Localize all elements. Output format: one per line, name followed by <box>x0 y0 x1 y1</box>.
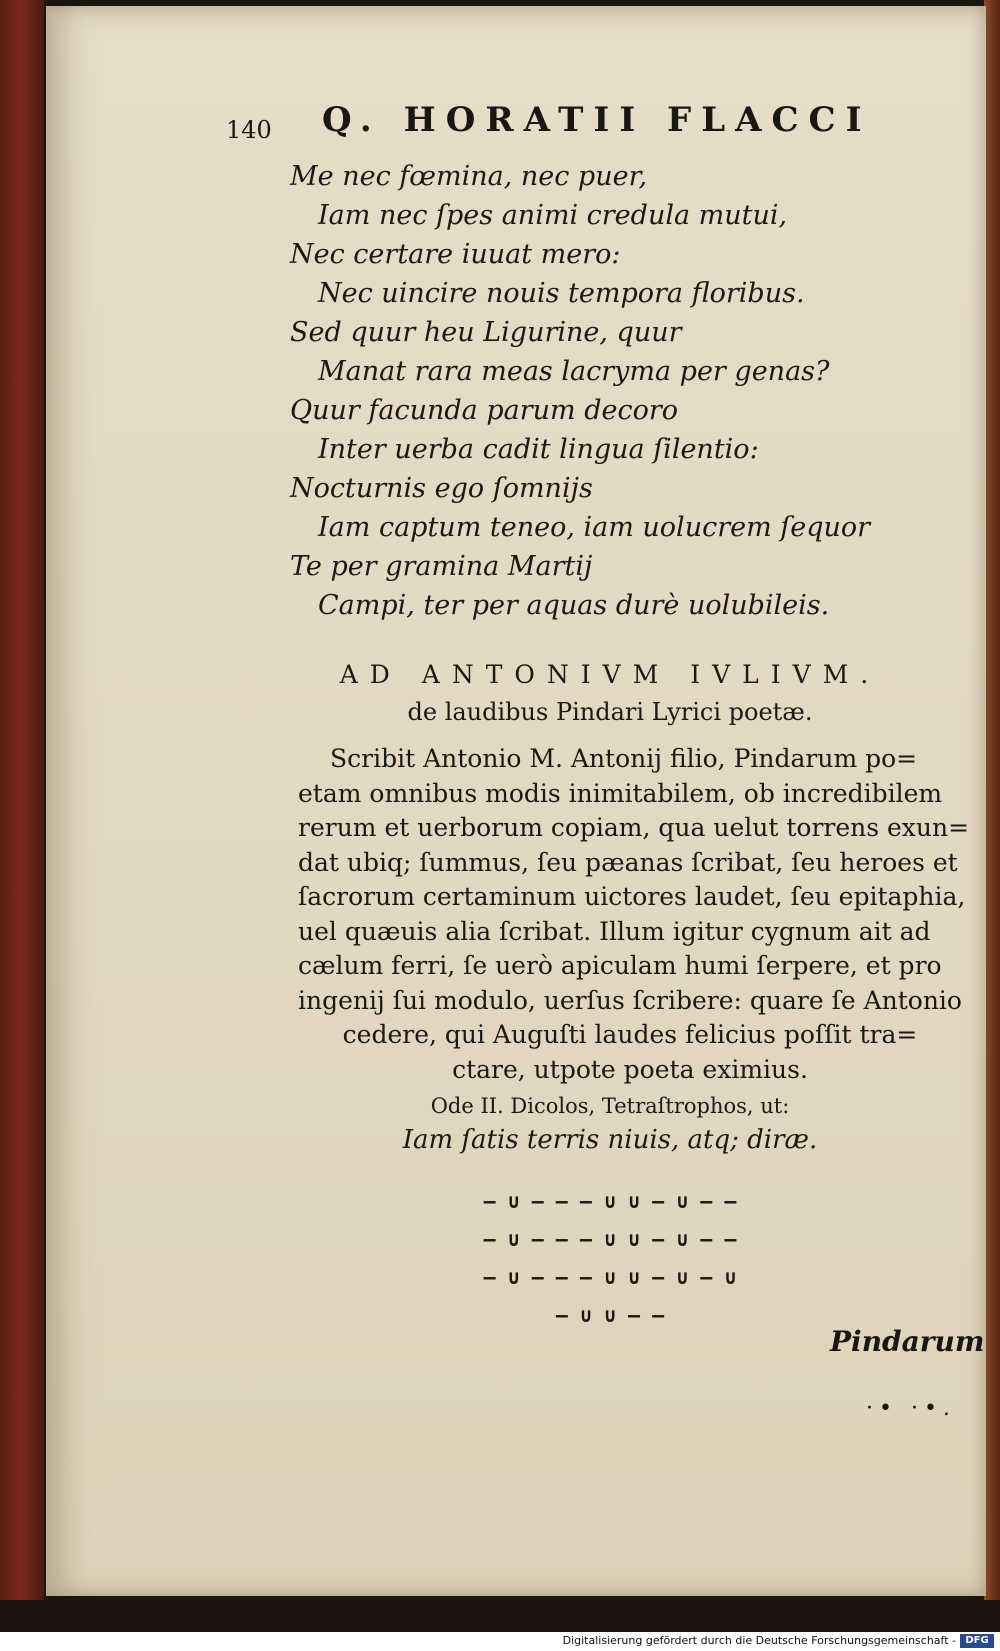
argument-line: Scribit Antonio M. Antonij filio, Pindarum po= <box>330 744 918 773</box>
argument-line: uel quæuis alia ſcribat. Illum igitur cygnum ait ad <box>298 916 931 946</box>
argument-line: dat ubiq; ſummus, ſeu pæanas ſcribat, ſeu heroes et <box>298 847 958 877</box>
catchword: Pindarum <box>830 1325 985 1358</box>
argument-line: cedere, qui Auguſti laudes felicius poſſit tra= <box>342 1020 918 1049</box>
argument-line: cælum ferri, ſe uerò apiculam humi ſerpere, et pro <box>298 951 942 980</box>
verse-line: Iam nec ſpes animi credula mutui, <box>318 200 788 231</box>
ode-title: Ode II. Dicolos, Tetraſtrophos, ut: <box>430 1094 790 1118</box>
verse-line: Campi, ter per aquas durè uolubileis. <box>318 590 830 621</box>
argument-line: ſacrorum certaminum uictores laudet, ſeu epitaphia, <box>298 882 966 911</box>
verse-line: Quur facunda parum decoro <box>290 395 679 426</box>
meter-line: – ∪ ∪ – – <box>555 1303 665 1327</box>
argument-line: etam omnibus modis inimitabilem, ob incredibilem <box>298 778 943 808</box>
running-head: Q. HORATII FLACCI <box>322 100 872 140</box>
meter-line: – ∪ – – – ∪ ∪ – ∪ – – <box>483 1189 737 1213</box>
footer-credit: Digitalisierung gefördert durch die Deutsche Forschungsgemeinschaft - <box>562 1634 956 1647</box>
verse-line: Me nec fœmina, nec puer, <box>290 161 648 192</box>
argument-paragraph <box>298 742 970 1087</box>
verse-line: Iam captum teneo, iam uolucrem ſequor <box>318 512 871 543</box>
argument-line: rerum et uerborum copiam, qua uelut torrens exun= <box>298 813 970 842</box>
argument-line: ingenij ſui modulo, uerſus ſcribere: quare ſe Antonio <box>298 985 962 1015</box>
meter-scheme <box>380 1182 840 1334</box>
ink-specks: ·• ·•. <box>866 1396 956 1421</box>
book-cover-right <box>984 0 1000 1600</box>
book-cover-left <box>0 0 44 1600</box>
dfg-logo-icon: DFG <box>960 1634 994 1648</box>
section-heading: AD ANTONIVM IVLIVM. <box>339 660 881 689</box>
verse-line: Te per gramina Martij <box>290 551 593 582</box>
page-number: 140 <box>226 116 272 144</box>
verse-line: Nec certare iuuat mero: <box>290 239 621 270</box>
verse-line: Nec uincire nouis tempora floribus. <box>318 278 805 309</box>
verse-line: Manat rara meas lacryma per genas? <box>318 356 830 387</box>
verse-block <box>290 157 930 625</box>
verse-line: Sed quur heu Ligurine, quur <box>290 317 682 348</box>
verse-line: Nocturnis ego ſomnijs <box>290 473 593 504</box>
meter-line: – ∪ – – – ∪ ∪ – ∪ – – <box>483 1227 737 1251</box>
argument-line: ctare, utpote poeta eximius. <box>452 1054 808 1084</box>
ode-incipit: Iam ſatis terris niuis, atq; diræ. <box>402 1125 818 1155</box>
meter-line: – ∪ – – – ∪ ∪ – ∪ – ∪ <box>483 1265 737 1289</box>
section-subheading: de laudibus Pindari Lyrici poetæ. <box>407 698 813 726</box>
verse-line: Inter uerba cadit lingua ſilentio: <box>318 434 759 465</box>
